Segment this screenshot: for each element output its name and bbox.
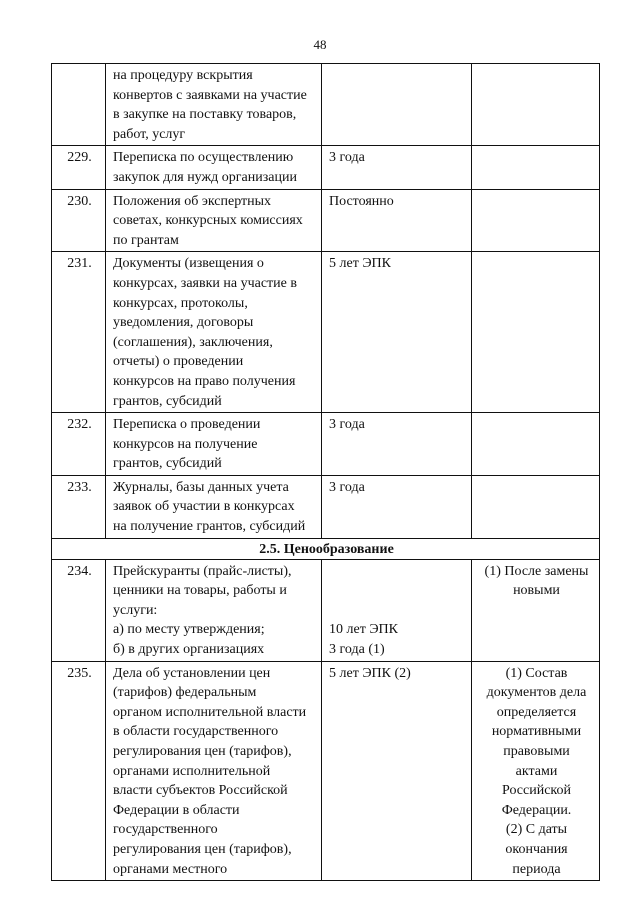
retention-term bbox=[322, 64, 472, 146]
title-line: грантов, субсидий bbox=[113, 456, 222, 472]
retention-term bbox=[322, 413, 472, 476]
row-title bbox=[106, 146, 322, 189]
table-row bbox=[52, 146, 600, 189]
term-line: Постоянно bbox=[329, 193, 394, 209]
row-note bbox=[472, 189, 600, 252]
note-line: нормативными bbox=[491, 724, 582, 740]
note-line: Российской bbox=[502, 783, 571, 799]
title-line: органом исполнительной власти bbox=[113, 704, 307, 720]
row-title bbox=[106, 413, 322, 476]
title-line: конкурсах, заявки на участие в bbox=[113, 275, 297, 291]
row-note bbox=[472, 661, 600, 881]
table-row bbox=[52, 189, 600, 252]
note-line: окончания bbox=[505, 841, 568, 857]
note-line: (1) После замены bbox=[484, 563, 589, 579]
row-note bbox=[472, 252, 600, 413]
row-title bbox=[106, 252, 322, 413]
term-line: 5 лет ЭПК bbox=[329, 256, 392, 272]
title-line: грантов, субсидий bbox=[113, 393, 222, 409]
row-number: 233. bbox=[52, 475, 106, 538]
title-line: советах, конкурсных комиссиях bbox=[113, 213, 303, 229]
title-line: на получение грантов, субсидий bbox=[113, 519, 306, 535]
term-line: 5 лет ЭПК (2) bbox=[329, 665, 411, 681]
title-line: конкурсов на получение bbox=[113, 436, 258, 452]
title-line: конкурсах, протоколы, bbox=[113, 295, 248, 311]
term-line: 3 года (1) bbox=[329, 642, 385, 658]
title-line: конкурсов на право получения bbox=[113, 373, 296, 389]
title-line: на процедуру вскрытия bbox=[113, 68, 253, 83]
title-line: органами исполнительной bbox=[113, 763, 271, 779]
row-title bbox=[106, 559, 322, 661]
note-line: (2) С даты bbox=[505, 822, 568, 838]
title-line: отчеты) о проведении bbox=[113, 354, 244, 370]
row-note bbox=[472, 413, 600, 476]
row-number: 234. bbox=[52, 559, 106, 661]
title-line: заявок об участии в конкурсах bbox=[113, 499, 295, 515]
title-line: в закупке на поставку товаров, bbox=[113, 107, 297, 123]
title-line: (соглашения), заключения, bbox=[113, 334, 273, 350]
note-line: новыми bbox=[513, 583, 560, 599]
retention-term bbox=[322, 189, 472, 252]
note-line: периода bbox=[512, 861, 561, 877]
row-title bbox=[106, 64, 322, 146]
retention-term bbox=[322, 146, 472, 189]
title-line: б) в других организациях bbox=[113, 642, 265, 658]
title-line: конвертов с заявками на участие bbox=[113, 87, 307, 103]
row-title bbox=[106, 475, 322, 538]
section-row-group bbox=[52, 538, 600, 559]
row-note bbox=[472, 475, 600, 538]
retention-term bbox=[322, 475, 472, 538]
title-line: государственного bbox=[113, 822, 218, 838]
table-row bbox=[52, 252, 600, 413]
row-number bbox=[52, 64, 106, 146]
title-line: регулирования цен (тарифов), bbox=[113, 841, 292, 857]
section-heading: 2.5. Ценообразование bbox=[52, 538, 600, 559]
row-number: 231. bbox=[52, 252, 106, 413]
note-line: актами bbox=[515, 763, 558, 779]
title-line: Переписка о проведении bbox=[113, 417, 261, 433]
retention-term bbox=[322, 661, 472, 881]
row-note bbox=[472, 146, 600, 189]
row-number: 232. bbox=[52, 413, 106, 476]
title-line: власти субъектов Российской bbox=[113, 783, 288, 799]
title-line: Федерации в области bbox=[113, 802, 240, 818]
term-line: 3 года bbox=[329, 417, 365, 433]
term-line: 10 лет ЭПК bbox=[329, 622, 399, 638]
retention-term bbox=[322, 559, 472, 661]
title-line: Дела об установлении цен bbox=[113, 665, 271, 681]
title-line: Документы (извещения о bbox=[113, 256, 264, 272]
row-title bbox=[106, 189, 322, 252]
title-line: Прейскуранты (прайс-листы), bbox=[113, 563, 292, 579]
title-line: а) по месту утверждения; bbox=[113, 622, 265, 638]
table-row bbox=[52, 475, 600, 538]
row-number: 230. bbox=[52, 189, 106, 252]
title-line: закупок для нужд организации bbox=[113, 169, 297, 185]
table-row-continuation bbox=[52, 64, 600, 146]
note-line: документов дела bbox=[486, 685, 587, 701]
title-line: работ, услуг bbox=[113, 126, 186, 142]
note-line: Федерации. bbox=[501, 802, 572, 818]
title-line: услуги: bbox=[113, 602, 158, 618]
page-number: 48 bbox=[313, 37, 327, 52]
title-line: Положения об экспертных bbox=[113, 193, 272, 209]
table-row bbox=[52, 413, 600, 476]
term-line: 3 года bbox=[329, 150, 365, 166]
table-body-top bbox=[52, 64, 600, 539]
title-line: органами местного bbox=[113, 861, 228, 877]
section-row bbox=[52, 538, 600, 559]
retention-schedule-table bbox=[51, 63, 600, 881]
row-number: 229. bbox=[52, 146, 106, 189]
note-line: правовыми bbox=[503, 744, 570, 759]
title-line: регулирования цен (тарифов), bbox=[113, 744, 292, 759]
table-row-235 bbox=[52, 661, 600, 881]
note-line: (1) Состав bbox=[505, 665, 568, 681]
row-note bbox=[472, 64, 600, 146]
row-title bbox=[106, 661, 322, 881]
title-line: (тарифов) федеральным bbox=[113, 685, 257, 701]
row-note bbox=[472, 559, 600, 661]
title-line: Переписка по осуществлению bbox=[113, 150, 294, 166]
table-row-234 bbox=[52, 559, 600, 661]
title-line: уведомления, договоры bbox=[113, 315, 254, 331]
title-line: по грантам bbox=[113, 232, 179, 248]
term-line: 3 года bbox=[329, 479, 365, 495]
title-line: ценники на товары, работы и bbox=[113, 583, 287, 599]
row-number: 235. bbox=[52, 661, 106, 881]
table-body-bottom bbox=[52, 559, 600, 881]
note-line: определяется bbox=[496, 704, 577, 720]
title-line: Журналы, базы данных учета bbox=[113, 479, 289, 495]
title-line: в области государственного bbox=[113, 724, 279, 740]
retention-term bbox=[322, 252, 472, 413]
